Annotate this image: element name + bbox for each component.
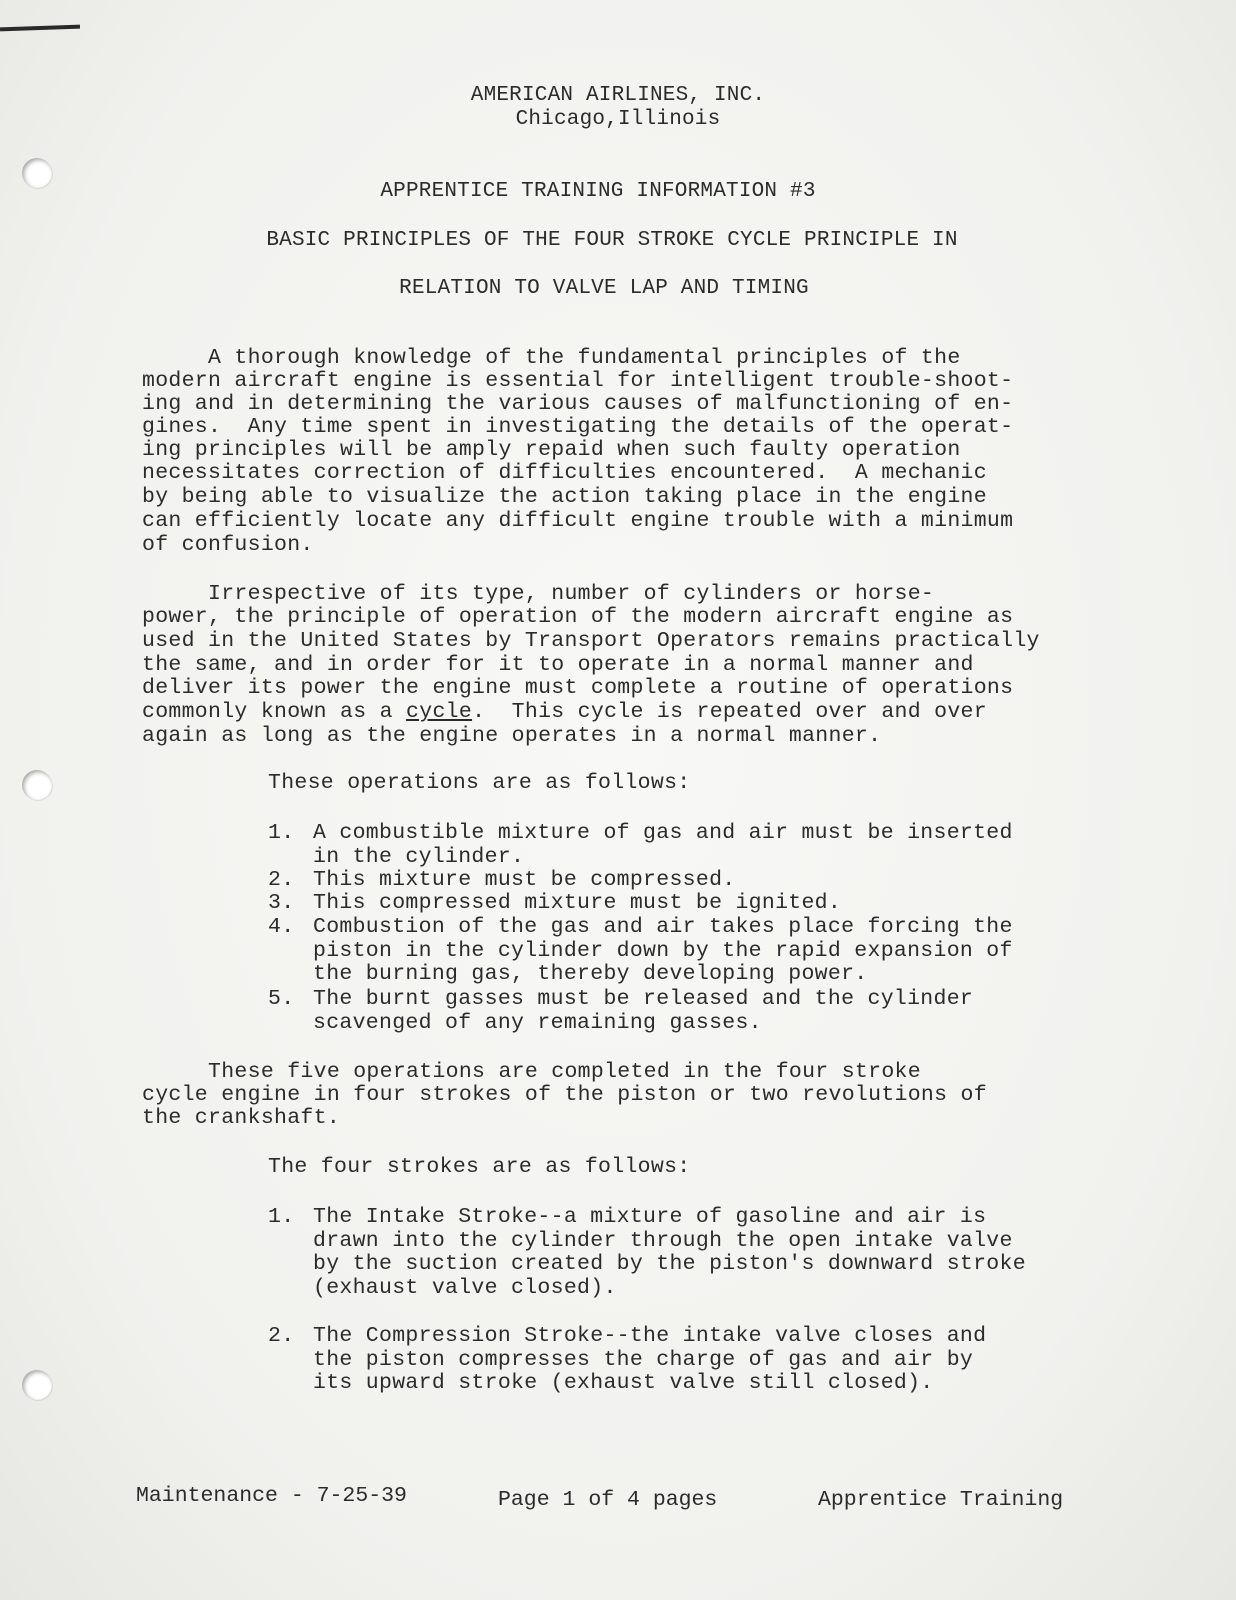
- item-line: The burnt gasses must be released and the cylinder: [313, 987, 974, 1011]
- item-line: in the cylinder.: [313, 844, 525, 869]
- paragraph-line: of confusion.: [142, 533, 314, 557]
- paragraph-line: ing and in determining the various causes of malfunctioning of en-: [142, 392, 1014, 416]
- paragraph-line: used in the United States by Transport Operators remains practically: [142, 629, 1040, 653]
- company-location: Chicago,Illinois: [515, 108, 721, 131]
- footer-left: Maintenance - 7-25-39: [136, 1484, 407, 1508]
- item-line: Combustion of the gas and air takes place forcing the: [313, 915, 1013, 939]
- paragraph-line: ing principles will be amply repaid when such faulty operation: [142, 438, 961, 462]
- item-line: the piston compresses the charge of gas and air by: [313, 1347, 974, 1372]
- item-line: This compressed mixture must be ignited.: [313, 891, 842, 915]
- paragraph-line: gines. Any time spent in investigating the details of the operat-: [142, 415, 1014, 439]
- footer-right: Apprentice Training: [818, 1488, 1064, 1512]
- paragraph-line: power, the principle of operation of the modern aircraft engine as: [142, 605, 1014, 629]
- paragraph-line: Irrespective of its type, number of cylinders or horse-: [142, 582, 935, 606]
- paragraph-line: can efficiently locate any difficult engine trouble with a minimum: [142, 509, 1014, 533]
- document-title: APPRENTICE TRAINING INFORMATION #3: [380, 180, 816, 203]
- operations-intro: These operations are as follows:: [268, 771, 691, 795]
- paragraph-line: necessitates correction of difficulties encountered. A mechanic: [142, 461, 987, 485]
- paragraph-line: the same, and in order for it to operate in a normal manner and: [142, 653, 974, 677]
- item-number: 3.: [268, 891, 295, 915]
- paragraph-line: again as long as the engine operates in a normal manner.: [142, 724, 882, 748]
- item-line: piston in the cylinder down by the rapid expansion of: [313, 938, 1013, 963]
- item-line: the burning gas, thereby developing power.: [313, 962, 868, 986]
- item-line: The Compression Stroke--the intake valve closes and: [313, 1324, 987, 1348]
- line-text: . This cycle is repeated over and over: [472, 700, 987, 724]
- punch-hole-middle: [22, 770, 52, 800]
- line-text: commonly known as a: [142, 700, 407, 724]
- ink-mark: [0, 25, 80, 32]
- item-line: The Intake Stroke--a mixture of gasoline and air is: [313, 1205, 987, 1229]
- paragraph-line: the crankshaft.: [142, 1106, 341, 1130]
- item-line: by the suction created by the piston's downward stroke: [313, 1252, 1026, 1276]
- item-line: its upward stroke (exhaust valve still closed).: [313, 1371, 934, 1395]
- item-number: 1.: [268, 1205, 295, 1229]
- paragraph-line: by being able to visualize the action taking place in the engine: [142, 485, 987, 509]
- punch-hole-bottom: [22, 1370, 52, 1400]
- paragraph-line: deliver its power the engine must complete a routine of operations: [142, 676, 1014, 700]
- paragraph-line: cycle engine in four strokes of the piston or two revolutions of: [142, 1083, 987, 1107]
- subject-line-1: BASIC PRINCIPLES OF THE FOUR STROKE CYCLE PRINCIPLE IN: [266, 229, 958, 252]
- item-number: 2.: [268, 1324, 295, 1348]
- underlined-term: cycle: [406, 700, 473, 724]
- subject-line-2: RELATION TO VALVE LAP AND TIMING: [399, 277, 809, 300]
- item-number: 2.: [268, 868, 295, 892]
- item-line: scavenged of any remaining gasses.: [313, 1010, 762, 1035]
- item-line: This mixture must be compressed.: [313, 868, 736, 892]
- footer-page-number: Page 1 of 4 pages: [498, 1488, 718, 1512]
- item-line: (exhaust valve closed).: [313, 1275, 617, 1300]
- item-number: 1.: [268, 821, 295, 845]
- item-number: 4.: [268, 915, 295, 939]
- list-item: [268, 1324, 987, 1466]
- strokes-intro: The four strokes are as follows:: [268, 1155, 691, 1179]
- item-line: A combustible mixture of gas and air must be inserted: [313, 821, 1013, 845]
- paragraph-line: [142, 701, 987, 725]
- paragraph-line: These five operations are completed in the four stroke: [142, 1060, 921, 1084]
- paragraph-line: modern aircraft engine is essential for intelligent trouble-shoot-: [142, 369, 1014, 393]
- company-name: AMERICAN AIRLINES, INC.: [470, 84, 766, 107]
- item-number: 5.: [268, 987, 295, 1011]
- paragraph-line: A thorough knowledge of the fundamental principles of the: [142, 346, 961, 370]
- item-line: drawn into the cylinder through the open intake valve: [313, 1228, 1013, 1253]
